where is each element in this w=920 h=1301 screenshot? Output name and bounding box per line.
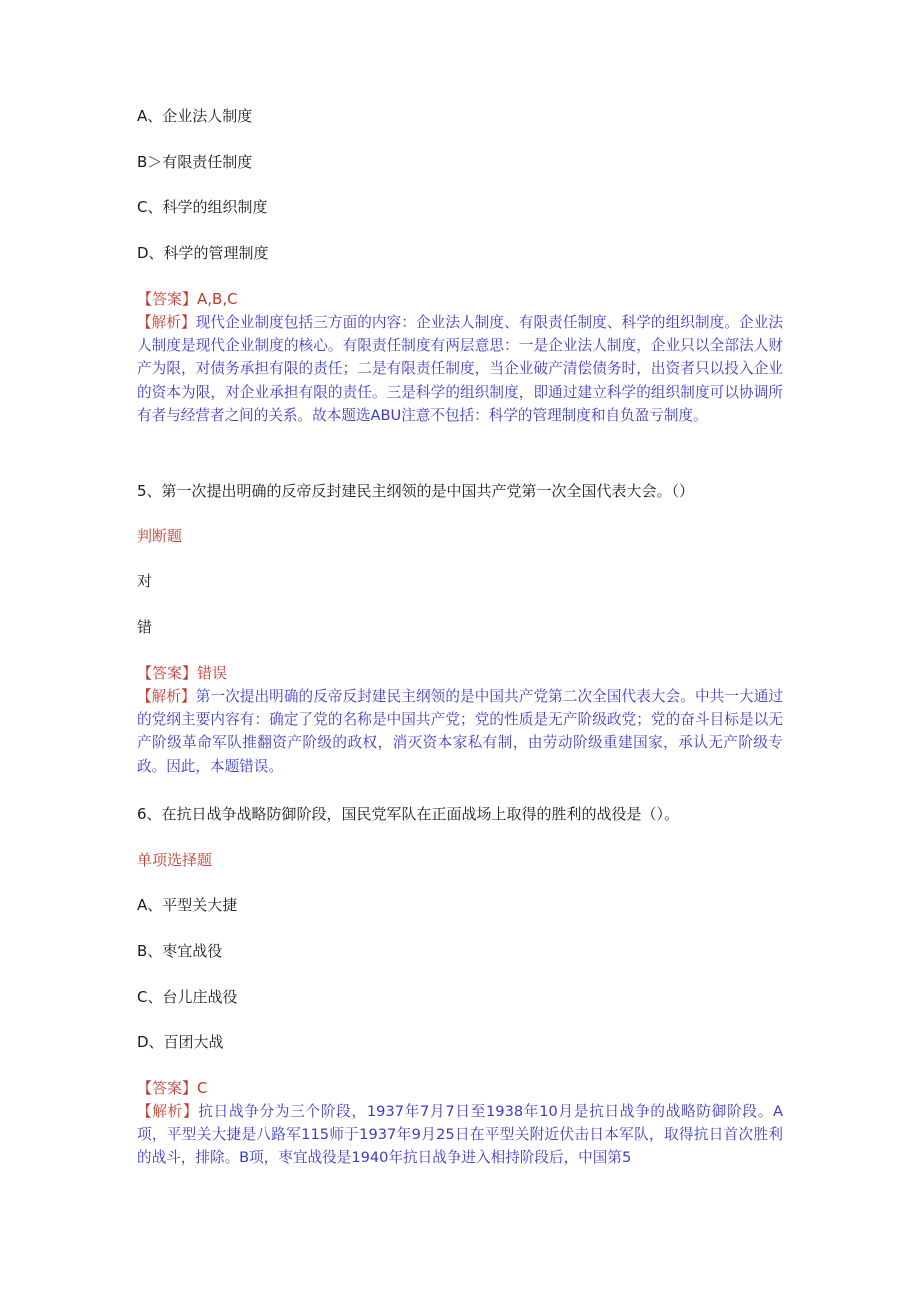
q6-option-c: C、台儿庄战役 <box>137 988 238 1006</box>
q6-answer <box>137 1078 208 1098</box>
answer-tag: 【答案】 <box>137 664 198 682</box>
q6-option-d: D、百团大战 <box>137 1033 224 1051</box>
analysis-tag: 【解析】 <box>137 1103 199 1120</box>
answer-tag: 【答案】 <box>137 1079 198 1097</box>
analysis-tag: 【解析】 <box>137 314 196 331</box>
q4-analysis <box>137 311 783 427</box>
analysis-text: 抗日战争分为三个阶段，1937年7月7日至1938年10月是抗日战争的战略防御阶段。A项，平型关大捷是八路军115师于1937年9月25日在平型关附近伏击日本军队，取得抗日首次胜利的战斗，排除。B项，枣宜战役是1940年抗日战争进入相持阶段后，中国第5 <box>137 1103 783 1167</box>
q5-question: 5、第一次提出明确的反帝反封建民主纲领的是中国共产党第一次全国代表大会。（） <box>137 482 695 500</box>
q4-option-d: D、科学的管理制度 <box>137 244 269 262</box>
q5-answer <box>137 663 227 683</box>
analysis-text: 现代企业制度包括三方面的内容：企业法人制度、有限责任制度、科学的组织制度。企业法人制度是现代企业制度的核心。有限责任制度有两层意思：一是企业法人制度，企业只以全部法人财产为限，对债务承担有限的责任；二是有限责任制度，当企业破产清偿债务时，出资者只以投入企业的资本为限，对企业承担有限的责任。三是科学的组织制度，即通过建立科学的组织制度可以协调所有者与经营者之间的关系。故本题选ABU注意不包括：科学的管理制度和自负盈亏制度。 <box>137 314 783 424</box>
q5-option-false: 错 <box>137 618 153 636</box>
answer-value: C <box>197 1079 208 1097</box>
q4-option-c: C、科学的组织制度 <box>137 198 268 216</box>
answer-tag: 【答案】 <box>137 290 198 308</box>
analysis-text: 第一次提出明确的反帝反封建民主纲领的是中国共产党第二次全国代表大会。中共一大通过的党纲主要内容有：确定了党的名称是中国共产党；党的性质是无产阶级政党；党的奋斗目标是以无产阶级革命军队推翻资产阶级的政权，消灭资本家私有制，由劳动阶级重建国家，承认无产阶级专政。因此，本题错误。 <box>137 688 783 775</box>
analysis-tag: 【解析】 <box>137 688 196 705</box>
q4-option-a: A、企业法人制度 <box>137 107 253 125</box>
q6-question: 6、在抗日战争战略防御阶段，国民党军队在正面战场上取得的胜利的战役是（）。 <box>137 805 680 823</box>
q6-analysis <box>137 1100 783 1170</box>
answer-value: A,B,C <box>197 290 238 308</box>
q5-option-true: 对 <box>137 572 153 590</box>
q5-analysis <box>137 685 783 778</box>
q6-option-a: A、平型关大捷 <box>137 896 238 914</box>
q4-option-b: B＞有限责任制度 <box>137 153 253 171</box>
q5-type: 判断题 <box>137 527 183 545</box>
q4-answer <box>137 289 238 309</box>
answer-value: 错误 <box>197 664 228 682</box>
q6-type: 单项选择题 <box>137 851 213 869</box>
q6-option-b: B、枣宜战役 <box>137 942 223 960</box>
